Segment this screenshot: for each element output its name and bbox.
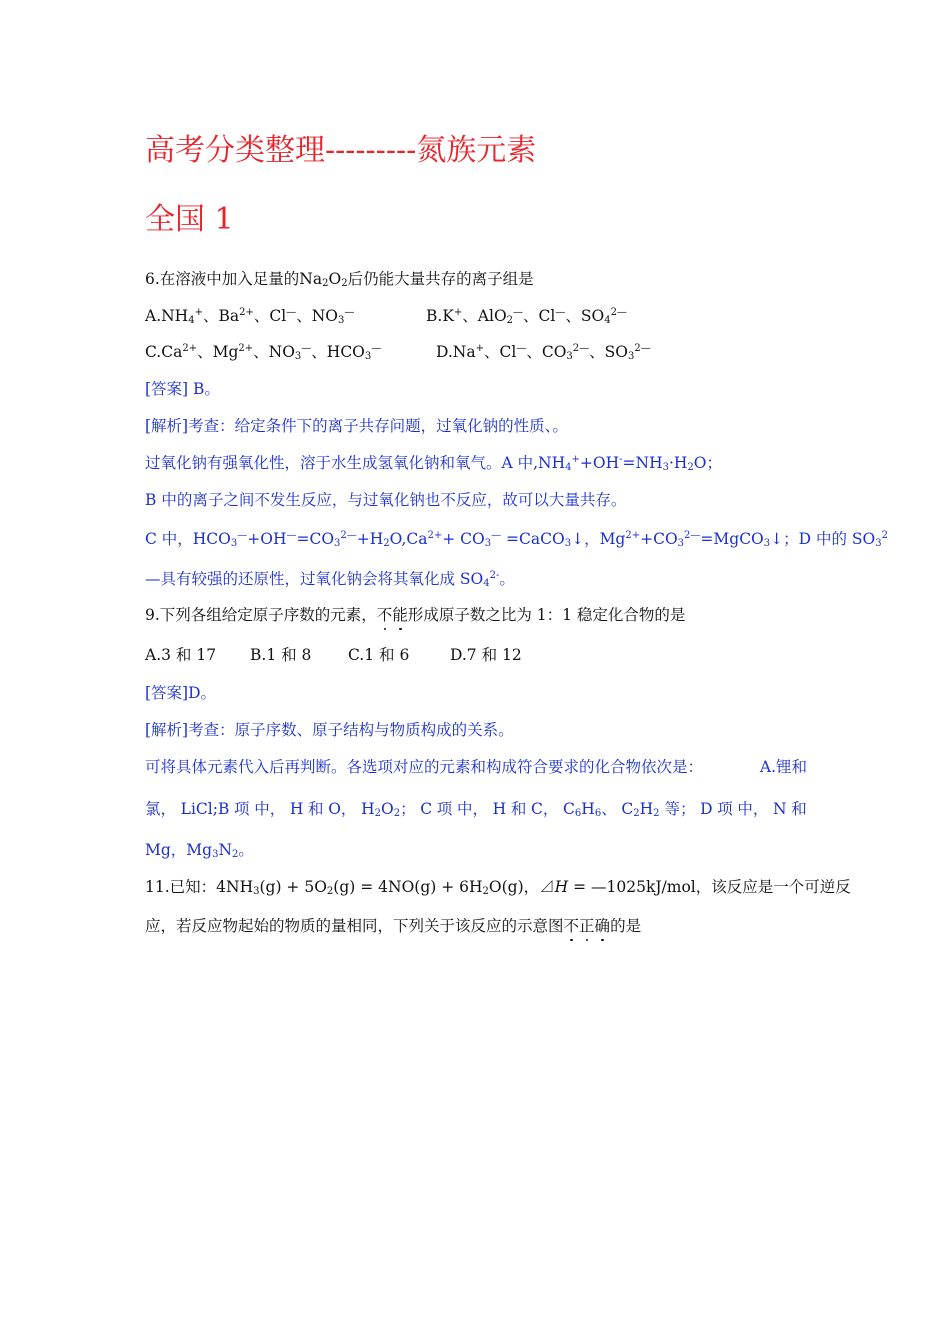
question-9-explanation-1: 可将具体元素代入后再判断。各选项对应的元素和构成符合要求的化合物依次是： A.锂和 [145, 758, 807, 776]
question-6-options-row2 [145, 343, 651, 362]
question-9-analysis: [解析]考查：原子序数、原子结构与物质构成的关系。 [145, 721, 514, 739]
question-11-stem-2: 应，若反应物起始的物质的量相同，下列关于该反应的示意图不正确的是 [145, 917, 642, 935]
option-c: $C.Ca^{2+}$、$Mg^{2+}$、$NO_3^—$、$HCO_3^—$ [145, 343, 382, 362]
question-6-explanation-3: C 中，$HCO_3^—+OH^—=CO_3^{2—}+H_2O,Ca^{2+}+ CO_3^—$ =CaCO$_3$↓，$Mg^{2+}+CO_3^{2—}=MgCO_3↓$；D 中的 $SO_3^2$ [145, 530, 889, 549]
question-6-explanation-2: B 中的离子之间不发生反应，与过氧化钠也不反应，故可以大量共存。 [145, 491, 627, 509]
question-6-stem: 6.在溶液中加入足量的$Na_2O_2$后仍能大量共存的离子组是 [145, 270, 534, 289]
option-d: D.Na+、Cl—、$CO_3^{2—}$、$SO_3^{2—}$ [436, 343, 651, 362]
option-b: B.1 和 8 [250, 646, 312, 664]
option-a: $A.NH_4^+$、$Ba^{2+}$、Cl—、$NO_3^—$ [145, 307, 355, 326]
question-9-explanation-2: 氯， LiCl;B 项 中， H 和 O， $H_2O_2$； C 项 中， H 和 C， $C_6H_6$、 $C_2H_2$ 等； D 项 中， N 和 [145, 800, 807, 819]
question-6-explanation-4: —具有较强的还原性，过氧化钠会将其氧化成 $SO_4^{2-}$。 [145, 570, 515, 589]
question-6-answer: [答案] B。 [145, 380, 220, 398]
question-11-stem-1: 11.已知：$4NH_3(g) + 5O_2(g) = 4NO(g) + 6H_2O(g)$，⊿H = —1025kJ/mol，该反应是一个可逆反 [145, 878, 851, 897]
option-a: A.3 和 17 [145, 646, 217, 664]
question-9-options [145, 646, 522, 665]
question-6-explanation-1: 过氧化钠有强氧化性，溶于水生成氢氧化钠和氧气。A 中$,NH_4^++OH^-=NH_3\cdot H_2O$； [145, 454, 723, 473]
question-9-answer: [答案]D。 [145, 684, 217, 702]
question-6-options-row1 [145, 307, 627, 326]
question-9-stem: 9.下列各组给定原子序数的元素，不能形成原子数之比为 1：1 稳定化合物的是 [145, 606, 686, 624]
document-title: 高考分类整理---------氮族元素 [145, 133, 537, 168]
question-9-explanation-3: Mg，$Mg_3N_2$。 [145, 841, 254, 860]
option-c: C.1 和 6 [348, 646, 410, 664]
section-heading: 全国 1 [145, 202, 234, 237]
question-6-analysis: [解析]考查：给定条件下的离子共存问题，过氧化钠的性质、。 [145, 417, 568, 435]
option-b: B.K+、AlO$_2$—、Cl—、$SO_4^{2—}$ [426, 307, 627, 326]
option-d: D.7 和 12 [450, 646, 522, 664]
